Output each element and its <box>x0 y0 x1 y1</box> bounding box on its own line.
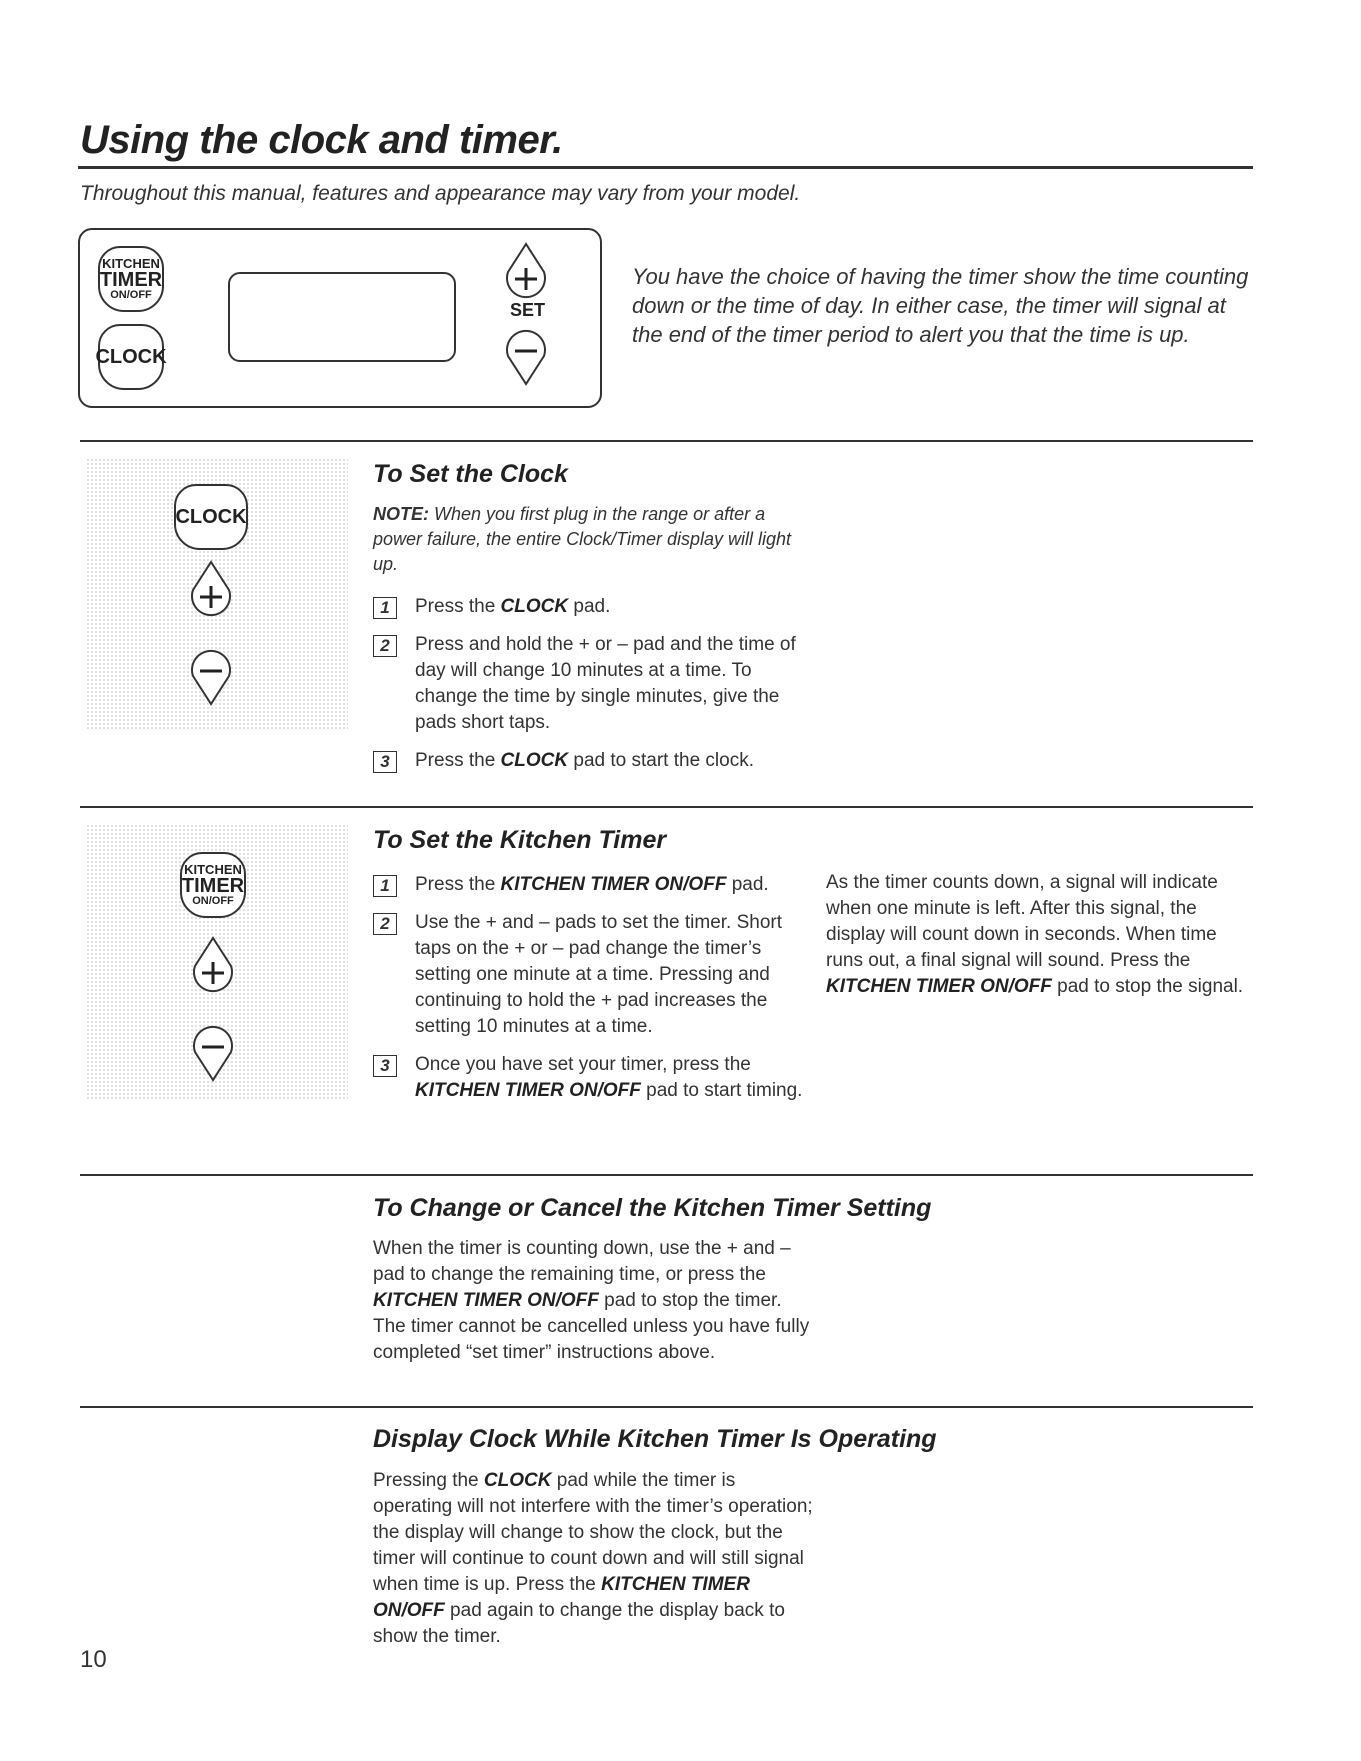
step-text: pad to start the clock. <box>568 750 754 771</box>
minus-pad-icon <box>189 1024 237 1082</box>
step-text: pad. <box>568 596 611 617</box>
step-text: Once you have set your timer, press the <box>415 1054 751 1075</box>
body-bold: KITCHEN TIMER ON/OFF <box>373 1574 750 1621</box>
clock-pad <box>95 324 167 390</box>
body-text: Pressing the <box>373 1470 484 1491</box>
note-label: NOTE: <box>373 504 429 524</box>
pad-label-onoff: ON/OFF <box>192 895 234 907</box>
step-number: 1 <box>373 875 397 897</box>
page-number: 10 <box>80 1646 107 1673</box>
set-label: SET <box>510 300 546 320</box>
clock-step-3 <box>373 748 813 774</box>
step-number: 3 <box>373 751 397 773</box>
section-divider <box>80 1406 1253 1408</box>
section-divider <box>80 440 1253 442</box>
clock-pads-illustration <box>86 458 348 730</box>
clock-step-1 <box>373 594 813 620</box>
pad-label-onoff: ON/OFF <box>110 289 152 301</box>
kitchen-timer-pad <box>180 852 246 918</box>
section-title-set-timer: To Set the Kitchen Timer <box>373 826 667 854</box>
pad-label-kitchen: KITCHEN <box>102 256 160 271</box>
section-title-change-timer: To Change or Cancel the Kitchen Timer Setting <box>373 1194 932 1222</box>
pad-label-clock: CLOCK <box>95 346 167 368</box>
step-text: pad to start timing. <box>640 1080 803 1101</box>
step-number: 2 <box>373 913 397 935</box>
page-title: Using the clock and timer. <box>80 118 563 162</box>
body-text: When the timer is counting down, use the + and – pad to change the remaining time, or press the <box>373 1238 791 1285</box>
body-text: As the timer counts down, a signal will indicate when one minute is left. After this signal, the display will count down in seconds. When time runs out, a final signal will sound. Press the <box>826 872 1218 971</box>
pad-label-timer: TIMER <box>181 875 245 897</box>
pad-label-clock: CLOCK <box>175 506 247 528</box>
step-text: Press the <box>415 596 501 617</box>
display-clock-text <box>373 1468 813 1650</box>
timer-step-2 <box>373 910 813 1040</box>
intro-text: You have the choice of having the timer show the time counting down or the time of day. In either case, the timer will signal at the end of the timer period to alert you that the time is up. <box>632 264 1249 347</box>
section-title-set-clock: To Set the Clock <box>373 460 568 488</box>
step-number: 2 <box>373 635 397 657</box>
body-text: pad again to change the display back to show the timer. <box>373 1600 785 1647</box>
step-number: 1 <box>373 597 397 619</box>
body-text: pad to stop the timer. The timer cannot be cancelled unless you have fully completed “set timer” instructions above. <box>373 1290 810 1363</box>
clock-step-2 <box>373 632 813 736</box>
kitchen-timer-pad <box>98 246 164 312</box>
clock-note <box>373 502 813 577</box>
body-text: pad while the timer is operating will not interfere with the timer’s operation; the display will change to show the clock, but the timer will continue to count down and will still signal when time is up. Press the <box>373 1470 813 1595</box>
body-bold: KITCHEN TIMER ON/OFF <box>373 1290 599 1311</box>
control-panel-illustration <box>78 228 602 408</box>
plus-pad-icon <box>502 242 550 300</box>
timer-step-1 <box>373 872 813 898</box>
timer-pads-illustration <box>86 824 348 1100</box>
pad-label-kitchen: KITCHEN <box>184 862 242 877</box>
timer-step-3 <box>373 1052 813 1104</box>
step-bold: KITCHEN TIMER ON/OFF <box>415 1080 641 1101</box>
body-text: pad to stop the signal. <box>1051 976 1244 997</box>
plus-pad-icon <box>189 936 237 994</box>
note-text: When you first plug in the range or after a power failure, the entire Clock/Timer display will light up. <box>373 504 791 574</box>
step-text: Press the <box>415 750 501 771</box>
display-window <box>228 272 456 362</box>
change-timer-text <box>373 1236 813 1366</box>
section-divider <box>80 806 1253 808</box>
page-subtitle: Throughout this manual, features and appearance may vary from your model. <box>80 182 801 205</box>
body-bold: CLOCK <box>483 1470 552 1491</box>
pad-label-timer: TIMER <box>99 269 163 291</box>
section-divider <box>80 1174 1253 1176</box>
step-bold: CLOCK <box>500 750 569 771</box>
step-bold: CLOCK <box>500 596 569 617</box>
step-number: 3 <box>373 1055 397 1077</box>
body-bold: KITCHEN TIMER ON/OFF <box>826 976 1052 997</box>
step-text: Press and hold the + or – pad and the time of day will change 10 minutes at a time. To change the time by single minutes, give the pads short taps. <box>415 634 796 733</box>
title-rule <box>78 166 1253 169</box>
clock-pad <box>174 484 248 550</box>
step-text: Press the <box>415 874 501 895</box>
section-title-display-clock: Display Clock While Kitchen Timer Is Operating <box>373 1425 937 1453</box>
step-text: Use the + and – pads to set the timer. Short taps on the + or – pad change the timer’s setting one minute at a time. Pressing and continuing to hold the + pad increases the setting 10 minutes at a time. <box>415 912 783 1037</box>
step-text: pad. <box>726 874 769 895</box>
plus-pad-icon <box>187 560 235 618</box>
minus-pad-icon <box>502 328 550 386</box>
step-bold: KITCHEN TIMER ON/OFF <box>500 874 727 895</box>
timer-countdown-text <box>826 870 1256 1000</box>
minus-pad-icon <box>187 648 235 706</box>
